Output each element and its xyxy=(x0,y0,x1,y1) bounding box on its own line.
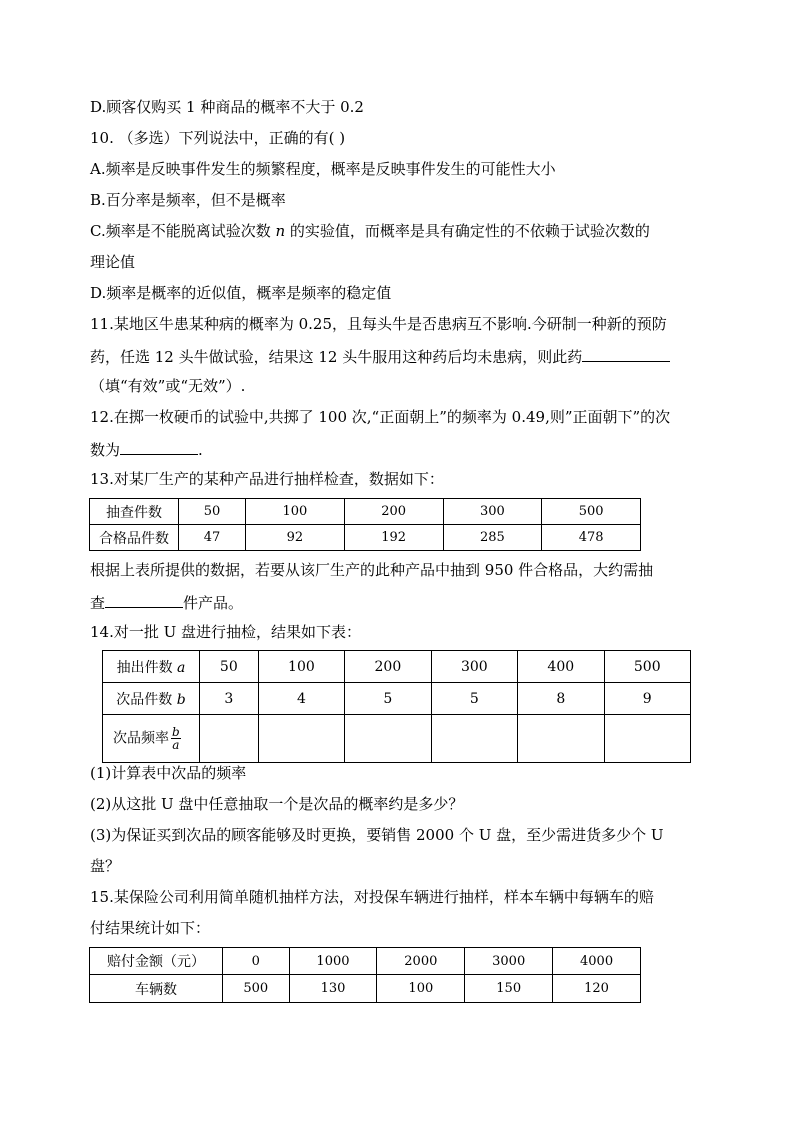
table-cell: 400 xyxy=(518,651,604,683)
table-cell: 车辆数 xyxy=(90,975,223,1003)
table-cell: 8 xyxy=(518,683,604,715)
table-cell xyxy=(103,715,200,763)
question-14-part3: (3)为保证买到次品的顾客能够及时更换，要销售 2000 个 U 盘，至少需进货多少个 U xyxy=(90,826,664,844)
table-cell: 92 xyxy=(246,525,345,551)
answer-blank-13[interactable] xyxy=(105,591,183,608)
table-cell: 500 xyxy=(604,651,691,683)
table-cell[interactable] xyxy=(431,715,517,763)
question-15: 15.某保险公司利用简单随机抽样方法，对投保车辆进行抽样，样本车辆中每辆车的赔 xyxy=(90,888,654,906)
option-a-q10: A.频率是反映事件发生的频繁程度，概率是反映事件发生的可能性大小 xyxy=(90,160,556,178)
question-11-text: 药，任选 12 头牛做试验，结果这 12 头牛服用这种药后均未患病，则此药 xyxy=(90,348,583,366)
table-cell[interactable] xyxy=(200,715,259,763)
table-cell: 4 xyxy=(258,683,344,715)
table-row xyxy=(90,525,641,551)
table-q13 xyxy=(89,498,641,551)
table-cell[interactable] xyxy=(258,715,344,763)
table-cell: 150 xyxy=(465,975,553,1003)
option-c-q10-cont: 理论值 xyxy=(90,253,136,271)
question-13-cont xyxy=(90,591,243,613)
table-cell: 130 xyxy=(289,975,377,1003)
table-cell: 478 xyxy=(542,525,641,551)
variable-n: n xyxy=(275,222,286,240)
fraction-b-over-a: $\frac{b}{a}$ xyxy=(172,725,180,752)
question-14-part2: (2)从这批 U 盘中任意抽取一个是次品的概率约是多少？ xyxy=(90,795,464,813)
table-cell: 300 xyxy=(443,499,542,525)
cell-label: 次品件数 xyxy=(116,691,177,708)
question-10: 10. （多选）下列说法中，正确的有( ) xyxy=(90,129,346,147)
question-13-text-a: 查 xyxy=(90,594,106,612)
table-cell: 192 xyxy=(344,525,443,551)
option-c-q10 xyxy=(90,221,650,241)
variable-b: b xyxy=(176,691,186,708)
question-12-cont xyxy=(90,438,203,460)
table-row xyxy=(103,651,691,683)
table-row xyxy=(103,715,691,763)
table-cell[interactable] xyxy=(518,715,604,763)
table-q14 xyxy=(102,650,691,763)
option-d-q10: D.频率是概率的近似值，概率是频率的稳定值 xyxy=(90,284,392,302)
table-cell: 50 xyxy=(179,499,246,525)
question-12-period: . xyxy=(198,441,203,459)
table-cell: 9 xyxy=(604,683,691,715)
option-c-text-cont: 的实验值，而概率是具有确定性的不依赖于试验次数的 xyxy=(285,222,650,240)
question-11: 11.某地区牛患某种病的概率为 0.25，且每头牛是否患病互不影响.今研制一种新的预防 xyxy=(90,315,667,333)
table-q15 xyxy=(89,947,641,1003)
table-cell: 赔付金额（元） xyxy=(90,948,223,975)
question-13-text: 根据上表所提供的数据，若要从该厂生产的此种产品中抽到 950 件合格品，大约需抽 xyxy=(90,561,654,579)
question-11-hint: （填“有效”或“无效”）. xyxy=(90,377,246,395)
table-row xyxy=(90,975,641,1003)
table-cell: 285 xyxy=(443,525,542,551)
table-cell: 120 xyxy=(553,975,641,1003)
table-cell[interactable] xyxy=(604,715,691,763)
question-14: 14.对一批 U 盘进行抽检，结果如下表： xyxy=(90,623,362,641)
table-cell: 500 xyxy=(542,499,641,525)
table-cell xyxy=(103,683,200,715)
question-13: 13.对某厂生产的某种产品进行抽样检查，数据如下： xyxy=(90,470,444,488)
option-d-q9: D.顾客仅购买 1 种商品的概率不大于 0.2 xyxy=(90,98,364,116)
table-cell[interactable] xyxy=(345,715,431,763)
table-cell: 200 xyxy=(345,651,431,683)
table-row xyxy=(90,499,641,525)
question-15-cont: 付结果统计如下： xyxy=(90,919,211,937)
table-cell: 50 xyxy=(200,651,259,683)
table-cell: 抽查件数 xyxy=(90,499,179,525)
table-cell: 100 xyxy=(258,651,344,683)
table-cell: 200 xyxy=(344,499,443,525)
table-cell: 47 xyxy=(179,525,246,551)
answer-blank-12[interactable] xyxy=(120,438,198,455)
variable-a: a xyxy=(177,659,186,676)
question-12-text: 数为 xyxy=(90,441,121,459)
table-cell: 100 xyxy=(377,975,465,1003)
question-14-part1: (1)计算表中次品的频率 xyxy=(90,764,247,782)
table-cell: 3 xyxy=(200,683,259,715)
table-cell xyxy=(103,651,200,683)
question-13-text-b: 件产品。 xyxy=(183,594,244,612)
table-cell: 0 xyxy=(223,948,290,975)
table-cell: 3000 xyxy=(465,948,553,975)
table-cell: 500 xyxy=(223,975,290,1003)
option-b-q10: B.百分率是频率，但不是概率 xyxy=(90,191,286,209)
table-cell: 300 xyxy=(431,651,517,683)
table-row xyxy=(103,683,691,715)
option-c-text: C.频率是不能脱离试验次数 xyxy=(90,222,276,240)
table-cell: 5 xyxy=(345,683,431,715)
cell-label: 次品频率 xyxy=(113,730,169,747)
table-cell: 2000 xyxy=(377,948,465,975)
answer-blank-11[interactable] xyxy=(582,345,670,362)
table-cell: 4000 xyxy=(553,948,641,975)
question-11-cont xyxy=(90,345,670,367)
table-row xyxy=(90,948,641,975)
table-cell: 5 xyxy=(431,683,517,715)
table-cell: 1000 xyxy=(289,948,377,975)
table-cell: 合格品件数 xyxy=(90,525,179,551)
table-cell: 100 xyxy=(246,499,345,525)
question-12: 12.在掷一枚硬币的试验中,共掷了 100 次,“正面朝上”的频率为 0.49,则”正面朝下”的次 xyxy=(90,408,671,426)
cell-label: 抽出件数 xyxy=(116,659,178,676)
question-14-part3-cont: 盘？ xyxy=(90,857,121,875)
